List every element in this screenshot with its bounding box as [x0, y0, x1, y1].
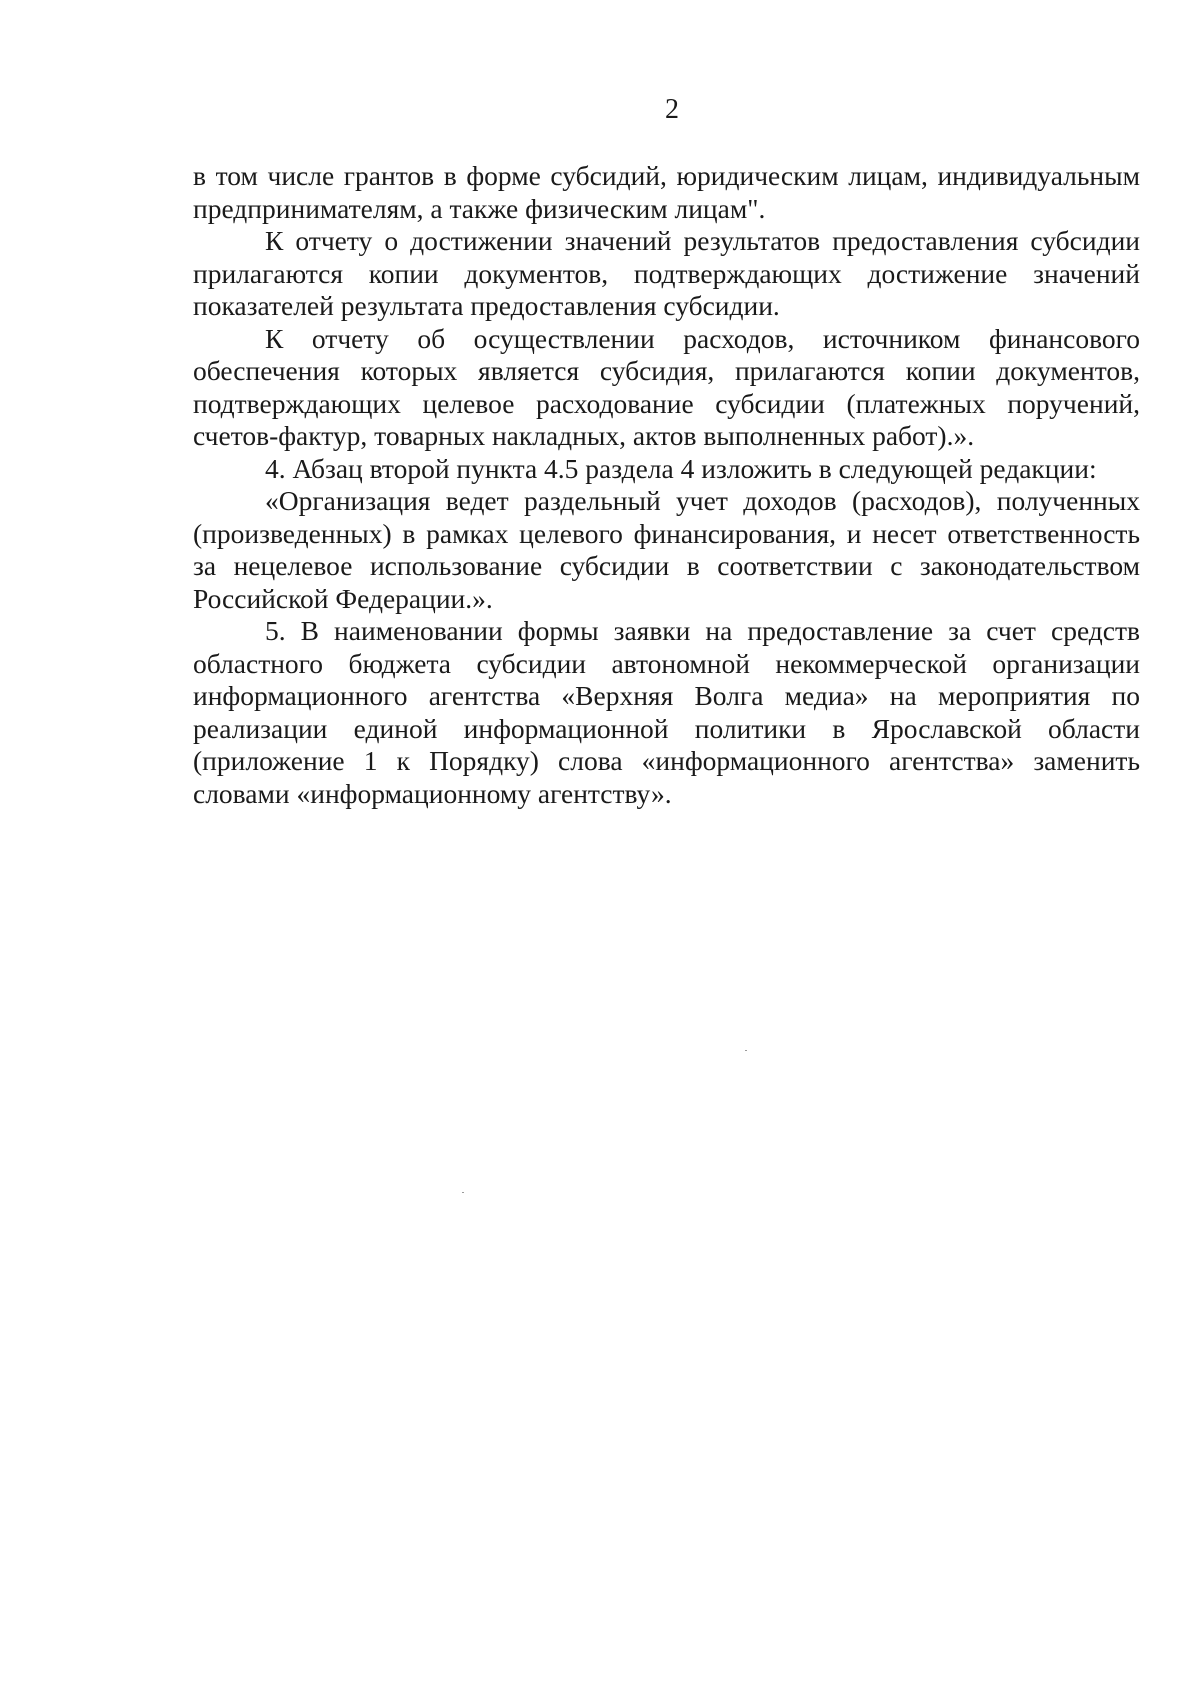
scan-speck — [745, 1050, 747, 1051]
paragraph-item-4: 4. Абзац второй пункта 4.5 раздела 4 изложить в следующей редакции: — [265, 452, 1097, 484]
paragraph-quoted-text: «Организация ведет раздельный учет доходов (расходов), полученных (произведенных) в рамках целевого финансирования, и несет ответственность за нецелевое использование субсидии в соответствии с законодательством Российской Федерации.». — [193, 485, 1140, 614]
page-number: 2 — [665, 94, 679, 125]
paragraph-report-results: К отчету о достижении значений результатов предоставления субсидии прилагаются копии документов, подтверждающих достижение значений показателей результата предоставления субсидии. — [193, 225, 1140, 321]
scan-speck — [462, 1192, 464, 1193]
paragraph-report-expenses: К отчету об осуществлении расходов, источником финансового обеспечения которых является субсидия, прилагаются копии документов, подтверждающих целевое расходование субсидии (платежных поручений, счетов-фактур, товарных накладных, актов выполненных работ).». — [193, 322, 1140, 451]
paragraph-continuation: в том числе грантов в форме субсидий, юридическим лицам, индивидуальным предпринимателям, а также физическим лицам". — [193, 160, 1140, 224]
paragraph-item-5: 5. В наименовании формы заявки на предоставление за счет средств областного бюджета субсидии автономной некоммерческой организации информационного агентства «Верхняя Волга медиа» на мероприятия по реализации единой информационной политики в Ярославской области (приложение 1 к Порядку) слова «информационного агентства» заменить словами «информационному агентству». — [193, 615, 1140, 809]
document-body — [193, 160, 1140, 810]
